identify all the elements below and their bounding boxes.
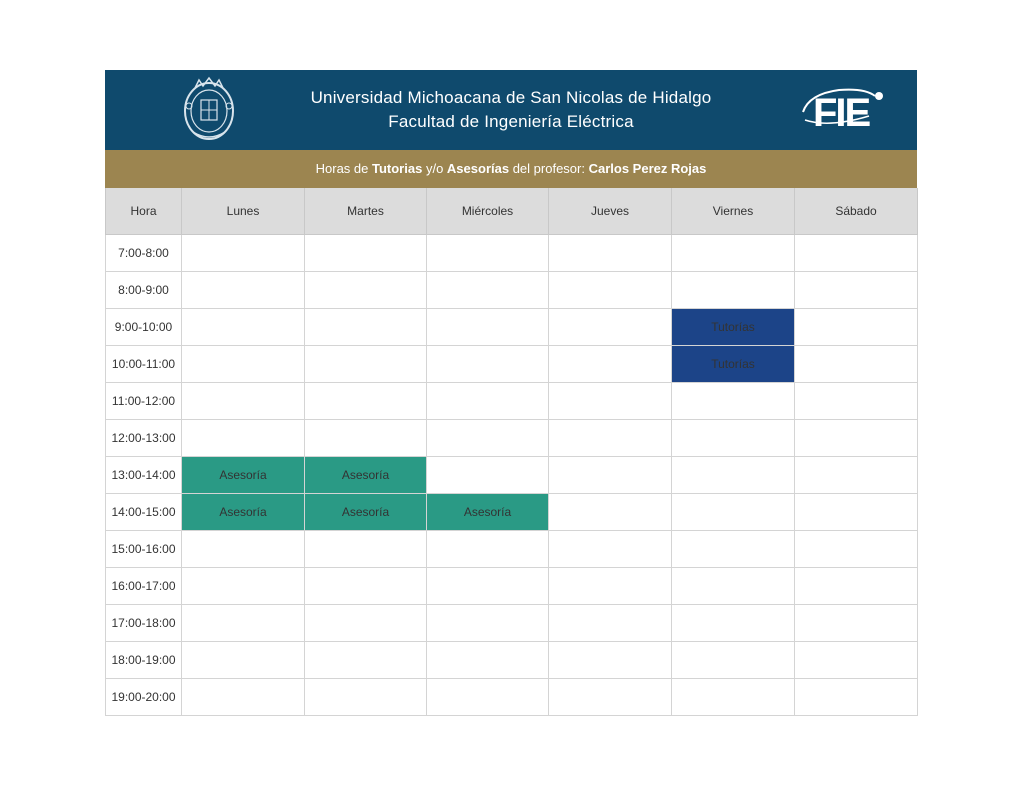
- table-row: [106, 457, 918, 494]
- empty-slot: [549, 420, 672, 457]
- schedule-sheet: [105, 70, 917, 716]
- empty-slot: [427, 568, 549, 605]
- empty-slot: [672, 605, 795, 642]
- column-header-day: Lunes: [182, 188, 305, 235]
- empty-slot: [427, 235, 549, 272]
- empty-slot: [305, 531, 427, 568]
- hour-cell: 9:00-10:00: [106, 309, 182, 346]
- table-row: [106, 235, 918, 272]
- empty-slot: [549, 568, 672, 605]
- university-name: Universidad Michoacana de San Nicolas de Hidalgo: [310, 88, 712, 107]
- table-row: [106, 346, 918, 383]
- empty-slot: [795, 420, 918, 457]
- hour-cell: 17:00-18:00: [106, 605, 182, 642]
- empty-slot: [795, 679, 918, 716]
- empty-slot: [305, 420, 427, 457]
- empty-slot: [427, 605, 549, 642]
- hour-cell: 14:00-15:00: [106, 494, 182, 531]
- hour-cell: 10:00-11:00: [106, 346, 182, 383]
- empty-slot: [672, 272, 795, 309]
- table-row: [106, 605, 918, 642]
- empty-slot: [549, 346, 672, 383]
- table-row: [106, 531, 918, 568]
- empty-slot: [182, 679, 305, 716]
- empty-slot: [795, 642, 918, 679]
- empty-slot: [672, 531, 795, 568]
- subbar-connector: y/o: [425, 161, 444, 176]
- empty-slot: [795, 309, 918, 346]
- empty-slot: [672, 383, 795, 420]
- empty-slot: [672, 642, 795, 679]
- empty-slot: [672, 457, 795, 494]
- empty-slot: [305, 235, 427, 272]
- empty-slot: [182, 383, 305, 420]
- table-row: [106, 420, 918, 457]
- hour-cell: 12:00-13:00: [106, 420, 182, 457]
- empty-slot: [182, 346, 305, 383]
- banner-title: [105, 86, 917, 134]
- empty-slot: [549, 605, 672, 642]
- empty-slot: [427, 309, 549, 346]
- tutoria-slot: Tutorías: [672, 309, 795, 346]
- header-banner: [105, 70, 917, 150]
- empty-slot: [549, 679, 672, 716]
- fie-logo: [799, 82, 889, 136]
- asesoria-slot: Asesoría: [182, 494, 305, 531]
- table-row: [106, 679, 918, 716]
- schedule-body: [106, 235, 918, 716]
- empty-slot: [549, 494, 672, 531]
- empty-slot: [795, 457, 918, 494]
- empty-slot: [795, 605, 918, 642]
- empty-slot: [182, 235, 305, 272]
- empty-slot: [305, 309, 427, 346]
- empty-slot: [549, 272, 672, 309]
- empty-slot: [427, 420, 549, 457]
- professor-bar: [105, 150, 917, 188]
- empty-slot: [182, 309, 305, 346]
- asesoria-slot: Asesoría: [305, 457, 427, 494]
- empty-slot: [549, 235, 672, 272]
- subbar-asesorias: Asesorías: [446, 161, 510, 176]
- column-header-day: Martes: [305, 188, 427, 235]
- empty-slot: [672, 494, 795, 531]
- schedule-table: [105, 188, 918, 716]
- empty-slot: [182, 420, 305, 457]
- hour-cell: 8:00-9:00: [106, 272, 182, 309]
- table-row: [106, 383, 918, 420]
- empty-slot: [305, 679, 427, 716]
- empty-slot: [182, 642, 305, 679]
- column-header-hour: Hora: [106, 188, 182, 235]
- asesoria-slot: Asesoría: [182, 457, 305, 494]
- subbar-prefix: Horas de: [315, 161, 369, 176]
- empty-slot: [305, 383, 427, 420]
- empty-slot: [795, 235, 918, 272]
- hour-cell: 13:00-14:00: [106, 457, 182, 494]
- empty-slot: [549, 309, 672, 346]
- empty-slot: [672, 568, 795, 605]
- column-header-day: Sábado: [795, 188, 918, 235]
- empty-slot: [427, 531, 549, 568]
- table-row: [106, 272, 918, 309]
- empty-slot: [427, 679, 549, 716]
- hour-cell: 18:00-19:00: [106, 642, 182, 679]
- column-header-day: Miércoles: [427, 188, 549, 235]
- empty-slot: [672, 420, 795, 457]
- empty-slot: [427, 642, 549, 679]
- empty-slot: [182, 531, 305, 568]
- subbar-tutorias: Tutorias: [372, 161, 423, 176]
- empty-slot: [427, 383, 549, 420]
- empty-slot: [795, 272, 918, 309]
- empty-slot: [305, 568, 427, 605]
- empty-slot: [305, 605, 427, 642]
- table-row: [106, 568, 918, 605]
- empty-slot: [305, 642, 427, 679]
- hour-cell: 16:00-17:00: [106, 568, 182, 605]
- table-row: [106, 494, 918, 531]
- empty-slot: [795, 568, 918, 605]
- empty-slot: [672, 679, 795, 716]
- header-row: [106, 188, 918, 235]
- empty-slot: [549, 642, 672, 679]
- empty-slot: [672, 235, 795, 272]
- asesoria-slot: Asesoría: [427, 494, 549, 531]
- faculty-name: Facultad de Ingeniería Eléctrica: [388, 112, 634, 131]
- empty-slot: [795, 383, 918, 420]
- table-row: [106, 642, 918, 679]
- empty-slot: [182, 605, 305, 642]
- empty-slot: [305, 346, 427, 383]
- empty-slot: [305, 272, 427, 309]
- empty-slot: [427, 346, 549, 383]
- column-header-day: Viernes: [672, 188, 795, 235]
- empty-slot: [427, 457, 549, 494]
- empty-slot: [182, 272, 305, 309]
- empty-slot: [795, 494, 918, 531]
- empty-slot: [427, 272, 549, 309]
- professor-name: Carlos Perez Rojas: [588, 161, 707, 176]
- fie-logo-text: FIE: [813, 91, 870, 135]
- asesoria-slot: Asesoría: [305, 494, 427, 531]
- column-header-day: Jueves: [549, 188, 672, 235]
- subbar-middle: del profesor:: [512, 161, 585, 176]
- empty-slot: [549, 383, 672, 420]
- table-row: [106, 309, 918, 346]
- empty-slot: [549, 531, 672, 568]
- tutoria-slot: Tutorías: [672, 346, 795, 383]
- hour-cell: 7:00-8:00: [106, 235, 182, 272]
- hour-cell: 15:00-16:00: [106, 531, 182, 568]
- empty-slot: [795, 531, 918, 568]
- hour-cell: 19:00-20:00: [106, 679, 182, 716]
- hour-cell: 11:00-12:00: [106, 383, 182, 420]
- empty-slot: [549, 457, 672, 494]
- empty-slot: [795, 346, 918, 383]
- empty-slot: [182, 568, 305, 605]
